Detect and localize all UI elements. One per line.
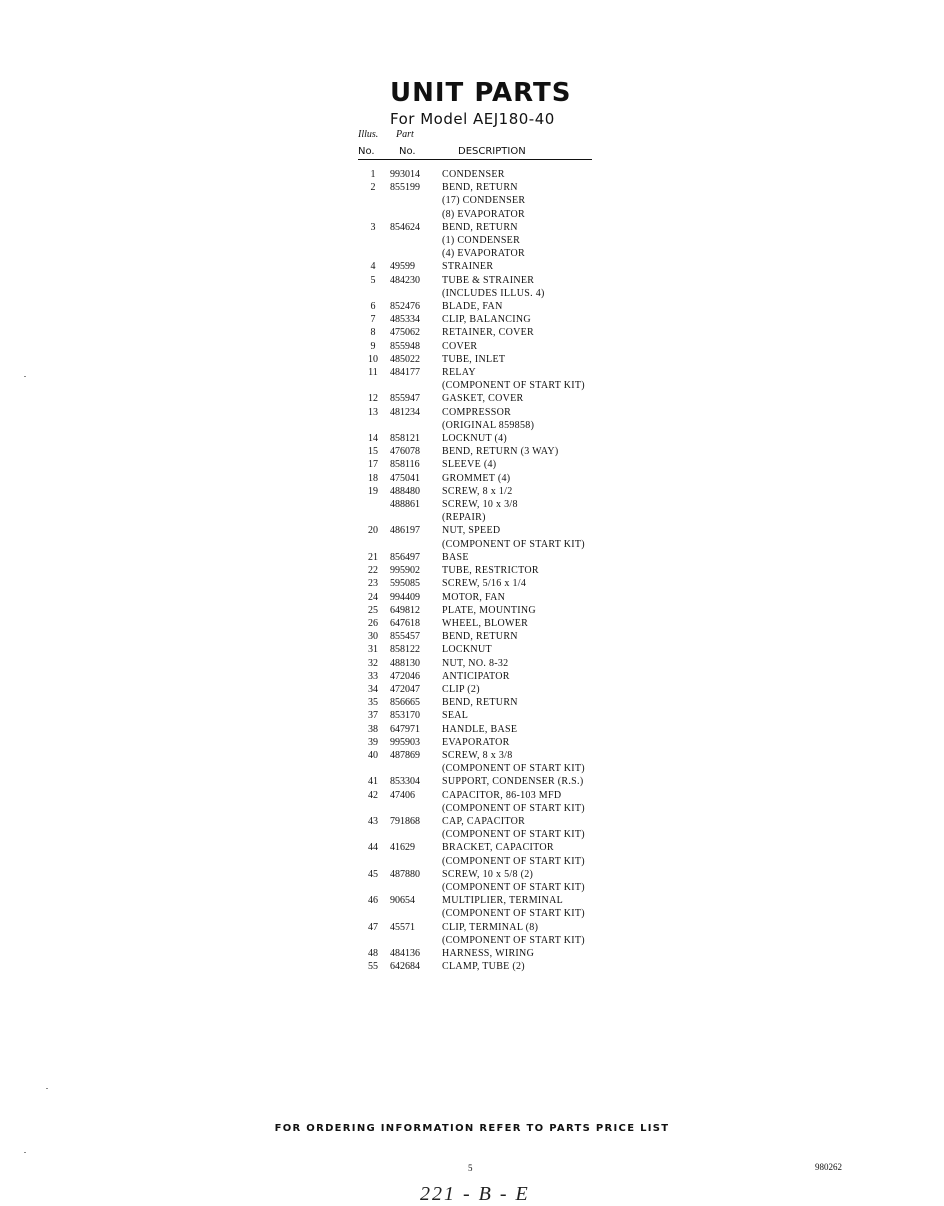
illus-number xyxy=(360,802,386,815)
illus-number: 46 xyxy=(368,895,378,907)
parts-row xyxy=(360,379,610,392)
part-description: (8) EVAPORATOR xyxy=(442,208,526,220)
part-number xyxy=(386,538,442,551)
parts-row xyxy=(360,511,610,524)
part-number: 856665 xyxy=(390,697,420,709)
illus-number: 44 xyxy=(368,842,378,854)
illus-number: 22 xyxy=(368,565,378,577)
part-number: 475062 xyxy=(390,327,420,339)
part-description: WHEEL, BLOWER xyxy=(442,617,529,629)
part-number: 488861 xyxy=(390,499,420,511)
parts-row xyxy=(360,326,610,339)
illus-number: 11 xyxy=(368,367,378,379)
parts-row xyxy=(360,221,610,234)
part-description: (4) EVAPORATOR xyxy=(442,248,526,260)
illus-number: 42 xyxy=(368,789,378,801)
parts-row xyxy=(360,260,610,273)
part-description: RELAY xyxy=(442,367,476,379)
part-number: 488480 xyxy=(390,485,420,497)
part-number: 855457 xyxy=(390,631,420,643)
illus-number: 9 xyxy=(370,340,376,352)
part-number: 90654 xyxy=(390,895,415,907)
part-description: (COMPONENT OF START KIT) xyxy=(442,881,585,893)
illus-header-top: Illus. xyxy=(358,129,379,140)
part-description: MULTIPLIER, TERMINAL xyxy=(442,895,563,907)
parts-row xyxy=(360,340,610,353)
illus-number: 15 xyxy=(368,446,378,458)
part-description: BASE xyxy=(442,551,469,563)
parts-row xyxy=(360,577,610,590)
part-number: 993014 xyxy=(390,169,420,180)
parts-row xyxy=(360,617,610,630)
description-header: DESCRIPTION xyxy=(458,146,526,157)
part-no-header: No. xyxy=(399,146,416,157)
part-description: MOTOR, FAN xyxy=(442,591,506,603)
model-subtitle: For Model AEJ180-40 xyxy=(390,110,555,128)
parts-row xyxy=(360,855,610,868)
illus-number: 7 xyxy=(370,314,376,326)
part-description: EVAPORATOR xyxy=(442,736,510,748)
part-description: BRACKET, CAPACITOR xyxy=(442,842,554,854)
part-description: (COMPONENT OF START KIT) xyxy=(442,829,585,841)
part-number xyxy=(386,247,442,260)
parts-row xyxy=(360,960,610,973)
illus-number: 3 xyxy=(370,221,376,233)
part-number xyxy=(386,907,442,920)
illus-number: 47 xyxy=(368,921,378,933)
illus-number: 48 xyxy=(368,947,378,959)
part-number: 488130 xyxy=(390,657,420,669)
part-description: PLATE, MOUNTING xyxy=(442,604,536,616)
part-number: 856497 xyxy=(390,551,420,563)
part-number: 486197 xyxy=(390,525,420,537)
parts-row xyxy=(360,709,610,722)
illus-number: 23 xyxy=(368,578,378,590)
part-description: (INCLUDES ILLUS. 4) xyxy=(442,287,545,299)
part-description: STRAINER xyxy=(442,261,494,273)
part-description: RETAINER, COVER xyxy=(442,327,535,339)
illus-number: 18 xyxy=(368,472,378,484)
parts-row xyxy=(360,392,610,405)
parts-row xyxy=(360,894,610,907)
illus-number: 13 xyxy=(368,406,378,418)
part-number: 47406 xyxy=(390,789,415,801)
part-number: 647618 xyxy=(390,617,420,629)
part-description: ANTICIPATOR xyxy=(442,670,510,682)
parts-row xyxy=(360,683,610,696)
illus-number: 55 xyxy=(368,961,378,973)
illus-number xyxy=(360,234,386,247)
part-number: 481234 xyxy=(390,406,420,418)
parts-row xyxy=(360,789,610,802)
part-description: TUBE & STRAINER xyxy=(442,274,535,286)
part-header-top: Part xyxy=(396,129,414,140)
part-description: (REPAIR) xyxy=(442,512,486,524)
illus-number: 39 xyxy=(368,736,378,748)
part-description: BEND, RETURN xyxy=(442,182,518,194)
part-number: 472046 xyxy=(390,670,420,682)
part-number xyxy=(386,828,442,841)
illus-number xyxy=(360,907,386,920)
part-description: TUBE, RESTRICTOR xyxy=(442,565,539,577)
parts-row xyxy=(360,749,610,762)
part-number xyxy=(386,419,442,432)
part-number: 484230 xyxy=(390,274,420,286)
part-number: 855947 xyxy=(390,393,420,405)
illus-number: 17 xyxy=(368,459,378,471)
parts-row xyxy=(360,604,610,617)
part-description: SCREW, 10 x 5/8 (2) xyxy=(442,868,534,880)
parts-row xyxy=(360,564,610,577)
part-description: (COMPONENT OF START KIT) xyxy=(442,908,585,920)
illus-number xyxy=(360,881,386,894)
part-description: CLIP, BALANCING xyxy=(442,314,531,326)
parts-row xyxy=(360,234,610,247)
part-number xyxy=(386,855,442,868)
column-header xyxy=(358,146,592,160)
part-number xyxy=(386,802,442,815)
scan-speck xyxy=(24,376,26,377)
illus-number: 26 xyxy=(368,617,378,629)
illus-number: 25 xyxy=(368,604,378,616)
parts-row xyxy=(360,775,610,788)
part-number: 995902 xyxy=(390,565,420,577)
part-description: BEND, RETURN xyxy=(442,631,518,643)
scan-speck xyxy=(24,1152,26,1153)
ordering-info-footer: FOR ORDERING INFORMATION REFER TO PARTS PRICE LIST xyxy=(274,1123,670,1134)
parts-row xyxy=(360,723,610,736)
part-description: (1) CONDENSER xyxy=(442,235,521,247)
parts-row xyxy=(360,881,610,894)
illus-number xyxy=(360,538,386,551)
illus-number: 31 xyxy=(368,644,378,656)
scan-speck xyxy=(46,1088,48,1089)
parts-row xyxy=(360,247,610,260)
part-number: 642684 xyxy=(390,961,420,973)
part-description: NUT, NO. 8-32 xyxy=(442,657,509,669)
parts-row xyxy=(360,313,610,326)
part-number xyxy=(386,287,442,300)
illus-number: 21 xyxy=(368,551,378,563)
part-number: 476078 xyxy=(390,446,420,458)
part-description: CAP, CAPACITOR xyxy=(442,815,526,827)
illus-number xyxy=(360,828,386,841)
part-description: COMPRESSOR xyxy=(442,406,512,418)
part-description: GROMMET (4) xyxy=(442,472,511,484)
part-description: (COMPONENT OF START KIT) xyxy=(442,538,585,550)
parts-row xyxy=(360,353,610,366)
illus-number: 30 xyxy=(368,631,378,643)
illus-number: 1 xyxy=(370,169,376,180)
parts-row xyxy=(360,868,610,881)
part-description: LOCKNUT (4) xyxy=(442,433,508,445)
illus-number xyxy=(360,855,386,868)
parts-row xyxy=(360,657,610,670)
part-number: 858122 xyxy=(390,644,420,656)
part-description: SCREW, 8 x 3/8 xyxy=(442,749,513,761)
part-number xyxy=(386,194,442,207)
illus-number xyxy=(360,208,386,221)
part-description: (COMPONENT OF START KIT) xyxy=(442,855,585,867)
part-description: SLEEVE (4) xyxy=(442,459,497,471)
illus-number: 45 xyxy=(368,868,378,880)
parts-row xyxy=(360,643,610,656)
part-number: 852476 xyxy=(390,301,420,313)
part-number: 855199 xyxy=(390,182,420,194)
parts-row xyxy=(360,524,610,537)
part-description: LOCKNUT xyxy=(442,644,492,656)
part-number: 595085 xyxy=(390,578,420,590)
illus-number: 10 xyxy=(368,353,378,365)
part-description: BEND, RETURN (3 WAY) xyxy=(442,446,559,458)
part-number: 647971 xyxy=(390,723,420,735)
part-description: NUT, SPEED xyxy=(442,525,501,537)
parts-row xyxy=(360,762,610,775)
illus-number: 12 xyxy=(368,393,378,405)
part-number: 858121 xyxy=(390,433,420,445)
parts-row xyxy=(360,445,610,458)
illus-number: 41 xyxy=(368,776,378,788)
part-number xyxy=(386,881,442,894)
parts-row xyxy=(360,419,610,432)
illus-number xyxy=(360,419,386,432)
illus-number: 40 xyxy=(368,749,378,761)
part-number: 858116 xyxy=(390,459,420,471)
parts-row xyxy=(360,366,610,379)
part-description: (17) CONDENSER xyxy=(442,195,526,207)
part-number xyxy=(386,234,442,247)
part-description: SEAL xyxy=(442,710,469,722)
part-description: CAPACITOR, 86-103 MFD xyxy=(442,789,562,801)
parts-row xyxy=(360,815,610,828)
illus-number xyxy=(360,511,386,524)
part-description: HANDLE, BASE xyxy=(442,723,518,735)
part-description: SCREW, 10 x 3/8 xyxy=(442,499,518,511)
parts-row xyxy=(360,485,610,498)
parts-row xyxy=(360,736,610,749)
parts-row xyxy=(360,921,610,934)
illus-number xyxy=(360,762,386,775)
illus-number: 4 xyxy=(370,261,376,273)
illus-number: 35 xyxy=(368,697,378,709)
part-number: 649812 xyxy=(390,604,420,616)
parts-row xyxy=(360,802,610,815)
parts-row xyxy=(360,432,610,445)
part-description: (COMPONENT OF START KIT) xyxy=(442,763,585,775)
parts-row xyxy=(360,287,610,300)
parts-row xyxy=(360,300,610,313)
illus-number: 6 xyxy=(370,301,376,313)
illus-no-header: No. xyxy=(358,146,375,157)
part-number xyxy=(386,208,442,221)
part-description: CLIP (2) xyxy=(442,683,480,695)
parts-list xyxy=(360,168,610,973)
part-description: TUBE, INLET xyxy=(442,353,506,365)
parts-row xyxy=(360,947,610,960)
illus-number xyxy=(360,194,386,207)
part-number: 484136 xyxy=(390,947,420,959)
parts-row xyxy=(360,828,610,841)
part-number: 45571 xyxy=(390,921,415,933)
part-number xyxy=(386,511,442,524)
page-title: UNIT PARTS xyxy=(390,78,572,108)
part-number: 855948 xyxy=(390,340,420,352)
part-number: 484177 xyxy=(390,367,420,379)
parts-row xyxy=(360,538,610,551)
part-description: SCREW, 8 x 1/2 xyxy=(442,485,513,497)
parts-row xyxy=(360,274,610,287)
illus-number: 14 xyxy=(368,433,378,445)
illus-number xyxy=(360,934,386,947)
part-number: 487869 xyxy=(390,749,420,761)
part-description: GASKET, COVER xyxy=(442,393,524,405)
parts-row xyxy=(360,208,610,221)
parts-row xyxy=(360,406,610,419)
parts-row xyxy=(360,670,610,683)
illus-number: 8 xyxy=(370,327,376,339)
illus-number: 34 xyxy=(368,683,378,695)
illus-number xyxy=(360,247,386,260)
parts-row xyxy=(360,472,610,485)
part-description: BLADE, FAN xyxy=(442,301,503,313)
part-number: 472047 xyxy=(390,683,420,695)
part-description: BEND, RETURN xyxy=(442,221,518,233)
part-description: (ORIGINAL 859858) xyxy=(442,419,535,431)
part-number: 994409 xyxy=(390,591,420,603)
part-description: HARNESS, WIRING xyxy=(442,947,535,959)
page-number: 5 xyxy=(468,1163,473,1173)
part-number: 853170 xyxy=(390,710,420,722)
part-description: BEND, RETURN xyxy=(442,697,518,709)
part-description: COVER xyxy=(442,340,478,352)
part-number xyxy=(386,762,442,775)
part-number xyxy=(386,379,442,392)
illus-number: 24 xyxy=(368,591,378,603)
illus-number: 20 xyxy=(368,525,378,537)
part-number: 485022 xyxy=(390,353,420,365)
parts-row xyxy=(360,841,610,854)
part-description: (COMPONENT OF START KIT) xyxy=(442,802,585,814)
parts-row xyxy=(360,551,610,564)
part-number xyxy=(386,934,442,947)
part-number: 487880 xyxy=(390,868,420,880)
illus-number: 32 xyxy=(368,657,378,669)
part-description: CLIP, TERMINAL (8) xyxy=(442,921,539,933)
part-description: CONDENSER xyxy=(442,169,505,180)
parts-row xyxy=(360,194,610,207)
document-id: 980262 xyxy=(815,1162,842,1172)
illus-number: 2 xyxy=(370,182,376,194)
illus-number xyxy=(360,498,386,511)
handwritten-note: 221 - B - E xyxy=(420,1183,530,1205)
illus-number xyxy=(360,287,386,300)
part-number: 995903 xyxy=(390,736,420,748)
illus-number: 5 xyxy=(370,274,376,286)
parts-row xyxy=(360,181,610,194)
parts-row xyxy=(360,498,610,511)
part-number: 854624 xyxy=(390,221,420,233)
parts-row xyxy=(360,630,610,643)
column-header-top xyxy=(358,129,414,140)
part-number: 791868 xyxy=(390,815,420,827)
part-number: 485334 xyxy=(390,314,420,326)
part-number: 475041 xyxy=(390,472,420,484)
illus-number: 33 xyxy=(368,670,378,682)
illus-number: 43 xyxy=(368,815,378,827)
illus-number: 38 xyxy=(368,723,378,735)
part-description: SUPPORT, CONDENSER (R.S.) xyxy=(442,776,584,788)
part-description: (COMPONENT OF START KIT) xyxy=(442,934,585,946)
part-description: SCREW, 5/16 x 1/4 xyxy=(442,578,527,590)
parts-row xyxy=(360,696,610,709)
part-number: 853304 xyxy=(390,776,420,788)
parts-row xyxy=(360,934,610,947)
illus-number: 19 xyxy=(368,485,378,497)
part-number: 49599 xyxy=(390,261,415,273)
part-number: 41629 xyxy=(390,842,415,854)
parts-row xyxy=(360,591,610,604)
illus-number: 37 xyxy=(368,710,378,722)
parts-row xyxy=(360,458,610,471)
illus-number xyxy=(360,379,386,392)
part-description: (COMPONENT OF START KIT) xyxy=(442,380,585,392)
part-description: CLAMP, TUBE (2) xyxy=(442,961,525,973)
parts-row xyxy=(360,907,610,920)
parts-row xyxy=(360,168,610,181)
